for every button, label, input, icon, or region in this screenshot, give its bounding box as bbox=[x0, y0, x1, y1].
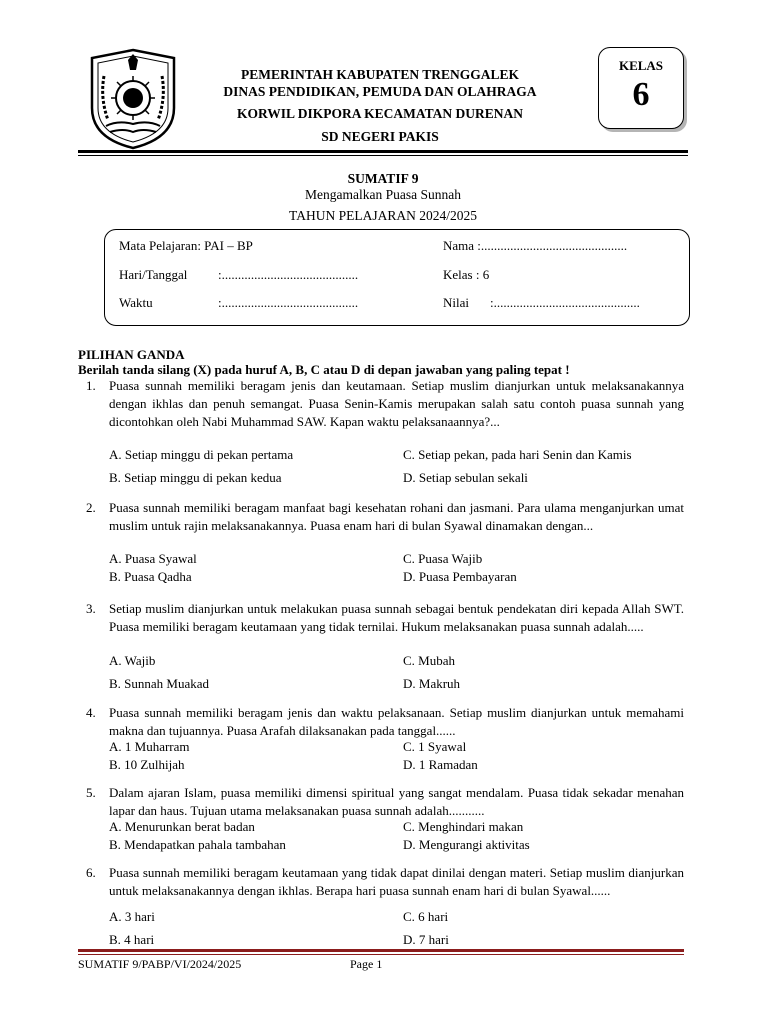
question-3 bbox=[78, 600, 684, 636]
question-5 bbox=[78, 784, 684, 820]
page-number: Page 1 bbox=[350, 957, 383, 971]
option-a[interactable]: A. Setiap minggu di pekan pertama bbox=[109, 447, 294, 462]
option-d[interactable]: D. Setiap sebulan sekali bbox=[403, 470, 528, 485]
option-b[interactable]: B. Sunnah Muakad bbox=[109, 676, 210, 691]
section-title: PILIHAN GANDA bbox=[78, 347, 185, 362]
option-b[interactable]: B. Puasa Qadha bbox=[109, 569, 192, 584]
footer-divider bbox=[78, 949, 684, 952]
question-2 bbox=[78, 499, 684, 535]
option-d[interactable]: D. 7 hari bbox=[403, 932, 449, 947]
score-field[interactable]: :............................................. bbox=[490, 295, 640, 310]
footer-divider-thin bbox=[78, 954, 684, 955]
score-label: Nilai bbox=[443, 295, 469, 310]
academic-year: TAHUN PELAJARAN 2024/2025 bbox=[289, 208, 477, 223]
option-c[interactable]: C. 6 hari bbox=[403, 909, 449, 924]
option-b[interactable]: B. 10 Zulhijah bbox=[109, 757, 185, 772]
header-school: SD NEGERI PAKIS bbox=[321, 129, 439, 144]
class-badge-label: KELAS bbox=[618, 58, 664, 73]
option-d[interactable]: D. Makruh bbox=[403, 676, 461, 691]
option-a[interactable]: A. 3 hari bbox=[109, 909, 155, 924]
option-b[interactable]: B. Setiap minggu di pekan kedua bbox=[109, 470, 282, 485]
option-a[interactable]: A. Wajib bbox=[109, 653, 156, 668]
regency-logo bbox=[88, 48, 178, 150]
class-field: Kelas : 6 bbox=[443, 267, 490, 282]
class-badge bbox=[598, 47, 684, 129]
question-text: Puasa sunnah memiliki beragam keutamaan yang tidak dapat dinilai dengan materi. Setiap muslim dianjurkan untuk melaksanakannya dengan ikhlas. Berapa hari puasa sunnah enam hari di bulan Syawal...... bbox=[109, 865, 684, 898]
option-a[interactable]: A. Menurunkan berat badan bbox=[109, 819, 255, 834]
option-a[interactable]: A. 1 Muharram bbox=[109, 739, 190, 754]
question-1 bbox=[78, 377, 684, 431]
question-text: Puasa sunnah memiliki beragam jenis dan waktu pelaksanaan. Setiap muslim dianjurkan untuk memahami makna dan tujuannya. Puasa Arafah dilaksanakan pada tanggal...... bbox=[109, 705, 684, 738]
question-number: 6. bbox=[86, 865, 96, 880]
exam-subtitle: Mengamalkan Puasa Sunnah bbox=[305, 187, 461, 202]
question-number: 1. bbox=[86, 378, 96, 393]
question-6 bbox=[78, 864, 684, 900]
date-field[interactable]: :.......................................... bbox=[218, 267, 359, 282]
class-badge-value: 6 bbox=[632, 76, 650, 113]
question-text: Dalam ajaran Islam, puasa memiliki dimensi spiritual yang sangat mendalam. Puasa tidak sekadar menahan lapar dan haus. Tujuan utama melaksanakan puasa sunnah adalah........... bbox=[109, 785, 684, 818]
option-c[interactable]: C. Menghindari makan bbox=[403, 819, 524, 834]
question-text: Puasa sunnah memiliki beragam manfaat bagi kesehatan rohani dan jasmani. Para ulama menganjurkan umat muslim untuk rajin melaksanakannya. Puasa enam hari di bulan Syawal dinamakan dengan... bbox=[109, 500, 684, 533]
header-divider bbox=[78, 150, 688, 153]
section-instruction: Berilah tanda silang (X) pada huruf A, B, C atau D di depan jawaban yang paling tepat ! bbox=[78, 362, 570, 377]
option-c[interactable]: C. Puasa Wajib bbox=[403, 551, 483, 566]
option-d[interactable]: D. Puasa Pembayaran bbox=[403, 569, 517, 584]
header-divider-thin bbox=[78, 155, 688, 156]
question-number: 3. bbox=[86, 601, 96, 616]
date-label: Hari/Tanggal bbox=[119, 267, 188, 282]
time-label: Waktu bbox=[119, 295, 153, 310]
option-d[interactable]: D. Mengurangi aktivitas bbox=[403, 837, 530, 852]
option-d[interactable]: D. 1 Ramadan bbox=[403, 757, 478, 772]
question-number: 5. bbox=[86, 785, 96, 800]
subject-field: Mata Pelajaran: PAI – BP bbox=[119, 238, 253, 253]
question-text: Puasa sunnah memiliki beragam jenis dan keutamaan. Setiap muslim dianjurkan untuk melaksanakannya dengan ikhlas dan penuh semangat. Puasa Senin-Kamis merupakan salah satu contoh puasa sunnah yang dicontohkan oleh Nabi Muhammad SAW. Kapan waktu pelaksanaannya?... bbox=[109, 378, 684, 429]
question-number: 4. bbox=[86, 705, 96, 720]
header-korwil: KORWIL DIKPORA KECAMATAN DURENAN bbox=[237, 106, 523, 121]
option-c[interactable]: C. Mubah bbox=[403, 653, 455, 668]
option-c[interactable]: C. Setiap pekan, pada hari Senin dan Kamis bbox=[403, 447, 632, 462]
header-department: DINAS PENDIDIKAN, PEMUDA DAN OLAHRAGA bbox=[223, 84, 537, 99]
question-number: 2. bbox=[86, 500, 96, 515]
footer-code: SUMATIF 9/PABP/VI/2024/2025 bbox=[78, 957, 242, 971]
option-a[interactable]: A. Puasa Syawal bbox=[109, 551, 197, 566]
option-b[interactable]: B. Mendapatkan pahala tambahan bbox=[109, 837, 286, 852]
question-4 bbox=[78, 704, 684, 740]
time-field[interactable]: :.......................................... bbox=[218, 295, 359, 310]
option-b[interactable]: B. 4 hari bbox=[109, 932, 155, 947]
option-c[interactable]: C. 1 Syawal bbox=[403, 739, 467, 754]
name-field[interactable]: Nama :............................................. bbox=[443, 238, 628, 253]
question-text: Setiap muslim dianjurkan untuk melakukan puasa sunnah sebagai bentuk pendekatan diri kepada Allah SWT. Puasa memiliki beragam keutamaan yang tidak ternilai. Hukum melaksanakan puasa sunnah adalah..... bbox=[109, 601, 684, 634]
exam-title: SUMATIF 9 bbox=[347, 171, 419, 186]
header-government: PEMERINTAH KABUPATEN TRENGGALEK bbox=[240, 67, 520, 82]
